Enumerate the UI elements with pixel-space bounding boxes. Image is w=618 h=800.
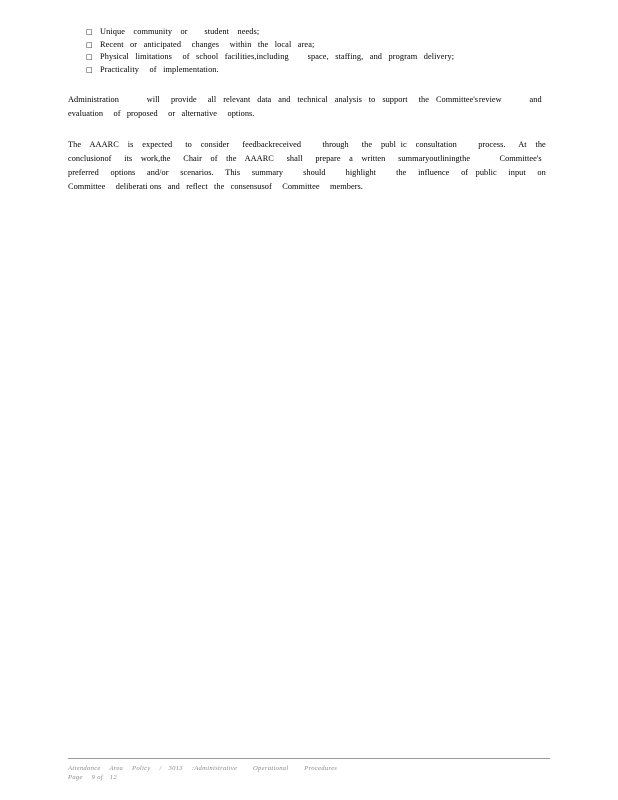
list-item-text: Practicality of implementation. — [100, 64, 219, 74]
footer-page-number: Page 9 of 12 — [68, 774, 117, 781]
list-item — [68, 39, 550, 52]
footer-divider — [68, 758, 550, 759]
list-item-text: Recent or anticipated changes within the local area; — [100, 39, 315, 49]
list-item — [68, 26, 550, 39]
bullet-square-icon: □ — [86, 53, 93, 62]
paragraph-aaarc: The AAARC is expected to consider feedbackreceived through the publ ic consultation process. At the conclusionof its work,the Chair of the AAARC shall prepare a written summaryoutliningthe Committee's preferred options and/or scenarios. This summary should highlight the influence of public input on Committee deliberati ons and reflect the consensusof Committee members. — [68, 140, 550, 192]
page-footer — [68, 758, 550, 782]
bullet-square-icon: □ — [86, 65, 93, 74]
list-item-text: Physical limitations of school facilities,including space, staffing, and program delivery; — [100, 52, 455, 62]
spacer — [68, 121, 550, 138]
list-item — [68, 64, 550, 77]
criteria-bullet-list — [68, 26, 550, 76]
bullet-square-icon: □ — [86, 40, 93, 49]
document-body — [68, 26, 550, 194]
list-item-text: Unique community or student needs; — [100, 27, 260, 36]
bullet-square-icon: □ — [86, 28, 93, 36]
list-item — [68, 51, 550, 64]
spacer — [68, 76, 550, 93]
footer-policy-text: Attendance Area Policy / 3013 :Administrative Operational Procedures — [68, 765, 338, 772]
paragraph-administration: Administration will provide all relevant data and technical analysis to support the Committee's review and evaluation of proposed or alternative options. — [68, 95, 550, 119]
